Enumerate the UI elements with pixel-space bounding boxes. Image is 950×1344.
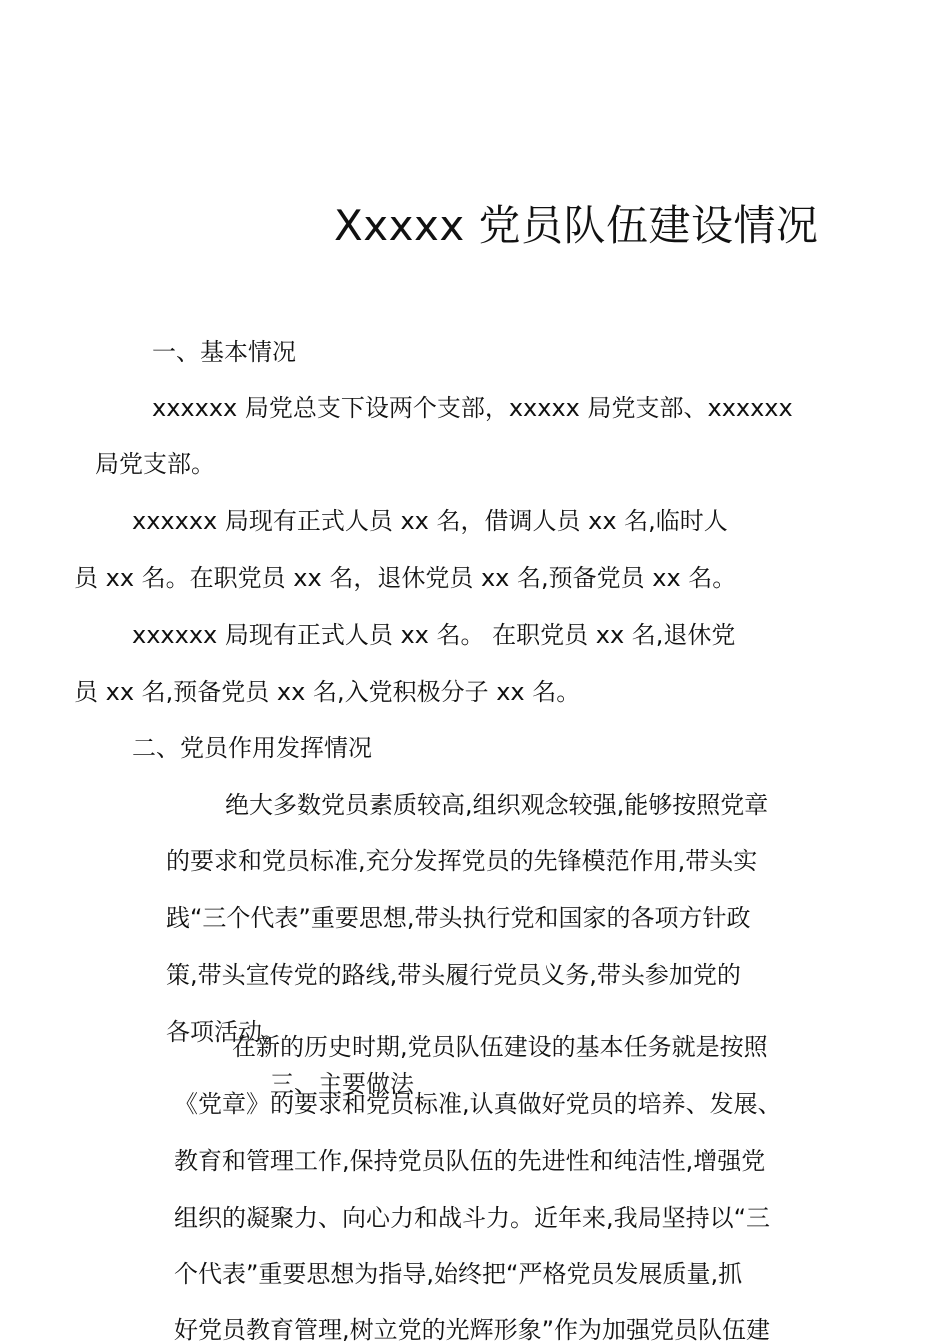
paragraph-line: xxxxxx 局现有正式人员 xx 名，借调人员 xx 名,临时人	[132, 507, 728, 535]
section-heading-member-role: 二、党员作用发挥情况	[132, 734, 372, 762]
paragraph-line: 各项活动。	[166, 1018, 286, 1046]
paragraph-line: 员 xx 名。在职党员 xx 名，退休党员 xx 名,预备党员 xx 名。	[74, 564, 737, 592]
paragraph-line: 组织的凝聚力、向心力和战斗力。近年来,我局坚持以“三	[174, 1204, 771, 1232]
document-title: Xxxxx 党员队伍建设情况	[334, 201, 819, 250]
paragraph-line: 绝大多数党员素质较高,组织观念较强,能够按照党章	[225, 791, 769, 819]
paragraph-line: 员 xx 名,预备党员 xx 名,入党积极分子 xx 名。	[74, 678, 581, 706]
paragraph-line: 教育和管理工作,保持党员队伍的先进性和纯洁性,增强党	[174, 1147, 766, 1175]
paragraph-line: 《党章》的要求和党员标准,认真做好党员的培养、发展、	[174, 1090, 782, 1118]
section-heading-basic-info: 一、基本情况	[152, 338, 296, 366]
paragraph-line: 好党员教育管理,树立党的光辉形象”作为加强党员队伍建	[174, 1316, 771, 1344]
paragraph-line: 个代表”重要思想为指导,始终把“严格党员发展质量,抓	[174, 1260, 743, 1288]
section-heading-main-practices: 三、主要做法	[270, 1070, 414, 1098]
paragraph-line: xxxxxx 局现有正式人员 xx 名。 在职党员 xx 名,退休党	[132, 621, 736, 649]
paragraph-line: 局党支部。	[95, 450, 215, 478]
paragraph-line: xxxxxx 局党总支下设两个支部，xxxxx 局党支部、xxxxxx	[152, 394, 793, 422]
paragraph-line: 践“三个代表”重要思想,带头执行党和国家的各项方针政	[166, 904, 751, 932]
paragraph-line: 的要求和党员标准,充分发挥党员的先锋模范作用,带头实	[166, 847, 758, 875]
paragraph-line: 策,带头宣传党的路线,带头履行党员义务,带头参加党的	[166, 961, 741, 989]
paragraph-line: 在新的历史时期,党员队伍建设的基本任务就是按照	[232, 1033, 768, 1061]
